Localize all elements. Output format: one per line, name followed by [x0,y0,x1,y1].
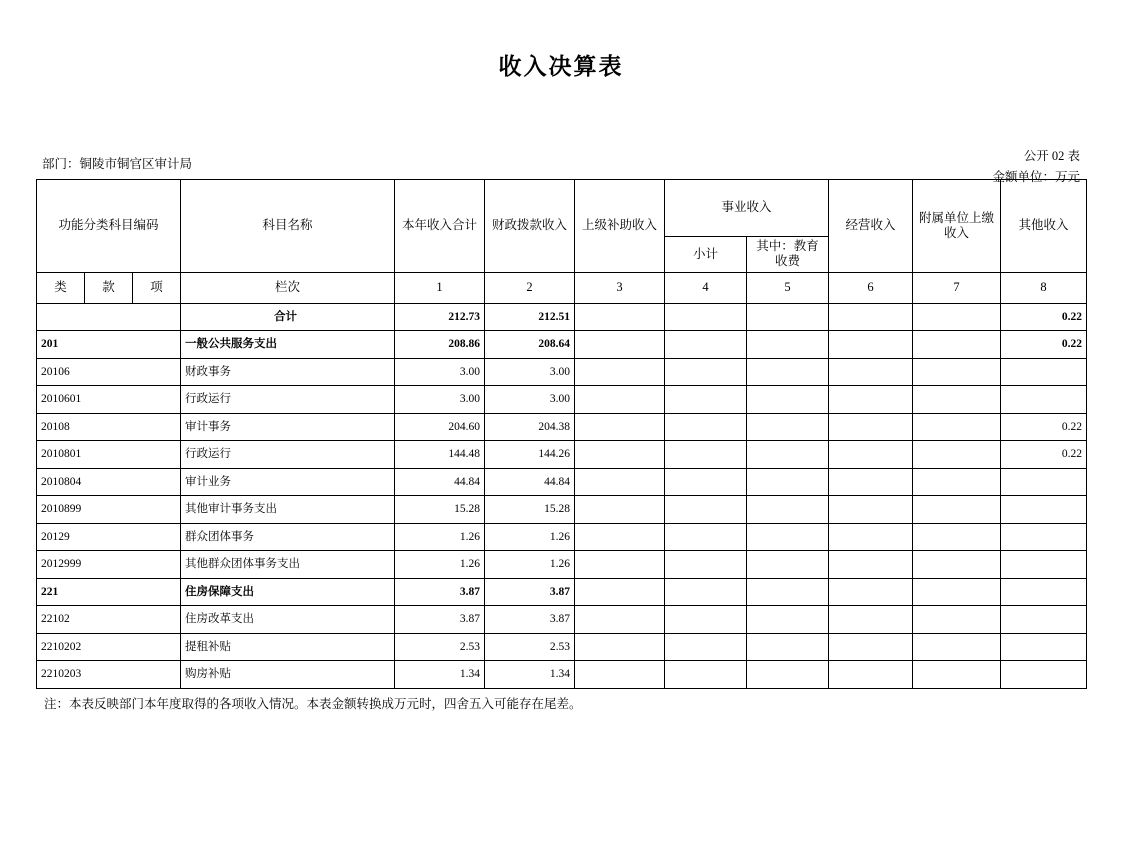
row-career-edu [747,523,829,551]
row-name: 住房改革支出 [181,606,395,634]
row-career-edu [747,496,829,524]
row-total: 208.86 [395,331,485,359]
row-affiliate [913,523,1001,551]
row-superior [575,661,665,689]
header-index-1: 1 [395,272,485,303]
row-career-subtotal [665,633,747,661]
row-code [37,303,181,331]
header-other-income: 其他收入 [1001,180,1087,273]
row-other [1001,358,1087,386]
row-affiliate [913,331,1001,359]
row-name: 审计业务 [181,468,395,496]
row-code: 201 [37,331,181,359]
row-other [1001,386,1087,414]
row-superior [575,468,665,496]
row-fiscal: 44.84 [485,468,575,496]
row-career-subtotal [665,386,747,414]
header-code-level-class: 类 [37,272,85,303]
row-career-subtotal [665,358,747,386]
row-code: 2010601 [37,386,181,414]
header-year-total: 本年收入合计 [395,180,485,273]
row-affiliate [913,496,1001,524]
row-name: 财政事务 [181,358,395,386]
row-career-edu [747,468,829,496]
table-row [37,386,1087,414]
row-affiliate [913,303,1001,331]
header-index-3: 3 [575,272,665,303]
row-affiliate [913,551,1001,579]
table-row [37,633,1087,661]
row-career-subtotal [665,551,747,579]
row-total: 1.34 [395,661,485,689]
row-total: 144.48 [395,441,485,469]
row-total: 1.26 [395,551,485,579]
row-other [1001,468,1087,496]
table-row [37,496,1087,524]
row-name: 住房保障支出 [181,578,395,606]
row-other: 0.22 [1001,303,1087,331]
header-career-education-fee: 其中：教育收费 [747,237,829,273]
row-career-subtotal [665,523,747,551]
row-career-subtotal [665,661,747,689]
row-business [829,331,913,359]
table-header-row-index [37,272,1087,303]
row-affiliate [913,661,1001,689]
row-code: 2210203 [37,661,181,689]
table-row [37,468,1087,496]
row-career-edu [747,606,829,634]
row-affiliate [913,606,1001,634]
row-affiliate [913,578,1001,606]
row-code: 2010804 [37,468,181,496]
page-title: 收入决算表 [498,54,624,79]
row-affiliate [913,468,1001,496]
document-page [0,48,1122,841]
header-index-2: 2 [485,272,575,303]
row-career-edu [747,386,829,414]
row-superior [575,331,665,359]
row-career-edu [747,303,829,331]
row-career-edu [747,441,829,469]
header-index-7: 7 [913,272,1001,303]
table-row [37,358,1087,386]
row-superior [575,551,665,579]
row-name: 提租补贴 [181,633,395,661]
income-final-accounts-table [36,179,1086,689]
row-business [829,386,913,414]
row-code: 20106 [37,358,181,386]
header-subject-name: 科目名称 [181,180,395,273]
row-name: 一般公共服务支出 [181,331,395,359]
row-affiliate [913,413,1001,441]
row-name: 审计事务 [181,413,395,441]
header-code-level-section: 款 [85,272,133,303]
row-superior [575,441,665,469]
row-code: 2012999 [37,551,181,579]
header-index-6: 6 [829,272,913,303]
row-business [829,358,913,386]
row-fiscal: 3.00 [485,386,575,414]
row-business [829,578,913,606]
row-fiscal: 3.87 [485,606,575,634]
row-career-subtotal [665,578,747,606]
row-code: 221 [37,578,181,606]
row-total: 44.84 [395,468,485,496]
row-other [1001,633,1087,661]
row-total: 2.53 [395,633,485,661]
row-career-subtotal [665,303,747,331]
header-superior-subsidy: 上级补助收入 [575,180,665,273]
row-fiscal: 144.26 [485,441,575,469]
header-fiscal-appropriation: 财政拨款收入 [485,180,575,273]
row-business [829,496,913,524]
header-career-subtotal: 小计 [665,237,747,273]
row-fiscal: 208.64 [485,331,575,359]
row-name: 群众团体事务 [181,523,395,551]
row-superior [575,358,665,386]
table-row [37,523,1087,551]
header-index-4: 4 [665,272,747,303]
row-name: 合计 [181,303,395,331]
row-total: 3.87 [395,606,485,634]
header-index-8: 8 [1001,272,1087,303]
row-career-subtotal [665,606,747,634]
row-fiscal: 3.00 [485,358,575,386]
row-fiscal: 15.28 [485,496,575,524]
row-code: 20129 [37,523,181,551]
row-career-subtotal [665,468,747,496]
row-other: 0.22 [1001,331,1087,359]
row-career-subtotal [665,413,747,441]
row-fiscal: 1.26 [485,551,575,579]
row-affiliate [913,441,1001,469]
row-code: 2210202 [37,633,181,661]
row-other [1001,523,1087,551]
row-code: 2010801 [37,441,181,469]
row-superior [575,496,665,524]
row-total: 3.00 [395,358,485,386]
row-business [829,441,913,469]
table-row [37,441,1087,469]
row-superior [575,413,665,441]
row-business [829,523,913,551]
row-total: 3.87 [395,578,485,606]
header-career-income-group: 事业收入 [665,180,829,237]
row-superior [575,303,665,331]
table-row [37,413,1087,441]
row-affiliate [913,358,1001,386]
row-career-edu [747,661,829,689]
header-business-income: 经营收入 [829,180,913,273]
row-business [829,303,913,331]
row-code: 2010899 [37,496,181,524]
row-superior [575,386,665,414]
row-superior [575,633,665,661]
row-superior [575,523,665,551]
row-name: 行政运行 [181,441,395,469]
row-fiscal: 1.34 [485,661,575,689]
row-career-subtotal [665,331,747,359]
row-name: 其他群众团体事务支出 [181,551,395,579]
row-total: 212.73 [395,303,485,331]
row-business [829,413,913,441]
table-row [37,661,1087,689]
row-business [829,633,913,661]
row-career-edu [747,358,829,386]
row-other [1001,578,1087,606]
row-other [1001,661,1087,689]
row-superior [575,578,665,606]
header-index-5: 5 [747,272,829,303]
row-business [829,551,913,579]
form-number: 公开 02 表 [1023,149,1080,163]
header-affiliate-income: 附属单位上缴收入 [913,180,1001,273]
table-row [37,551,1087,579]
row-fiscal: 3.87 [485,578,575,606]
row-affiliate [913,633,1001,661]
row-other: 0.22 [1001,441,1087,469]
header-code-level-item: 项 [133,272,181,303]
row-code: 20108 [37,413,181,441]
row-total: 3.00 [395,386,485,414]
department-label: 部门：铜陵市铜官区审计局 [42,157,193,171]
row-career-edu [747,633,829,661]
table [36,179,1087,689]
row-career-edu [747,551,829,579]
table-header-row-1 [37,180,1087,237]
row-business [829,468,913,496]
row-fiscal: 204.38 [485,413,575,441]
row-name: 行政运行 [181,386,395,414]
table-row [37,606,1087,634]
row-other [1001,496,1087,524]
row-business [829,606,913,634]
row-other [1001,606,1087,634]
row-total: 15.28 [395,496,485,524]
row-fiscal: 2.53 [485,633,575,661]
table-row [37,303,1087,331]
row-business [829,661,913,689]
row-total: 204.60 [395,413,485,441]
row-career-edu [747,331,829,359]
table-footnote: 注：本表反映部门本年度取得的各项收入情况。本表金额转换成万元时，四舍五入可能存在尾差。 [44,697,582,711]
row-code: 22102 [37,606,181,634]
row-other: 0.22 [1001,413,1087,441]
row-affiliate [913,386,1001,414]
row-fiscal: 212.51 [485,303,575,331]
table-row [37,578,1087,606]
row-career-subtotal [665,441,747,469]
row-fiscal: 1.26 [485,523,575,551]
table-row [37,331,1087,359]
header-row-index-label: 栏次 [181,272,395,303]
header-code-group: 功能分类科目编码 [37,180,181,273]
row-career-subtotal [665,496,747,524]
row-total: 1.26 [395,523,485,551]
row-career-edu [747,413,829,441]
row-superior [575,606,665,634]
row-name: 其他审计事务支出 [181,496,395,524]
row-career-edu [747,578,829,606]
amount-unit-note: 金额单位：万元 [992,170,1080,184]
row-other [1001,551,1087,579]
row-name: 购房补贴 [181,661,395,689]
